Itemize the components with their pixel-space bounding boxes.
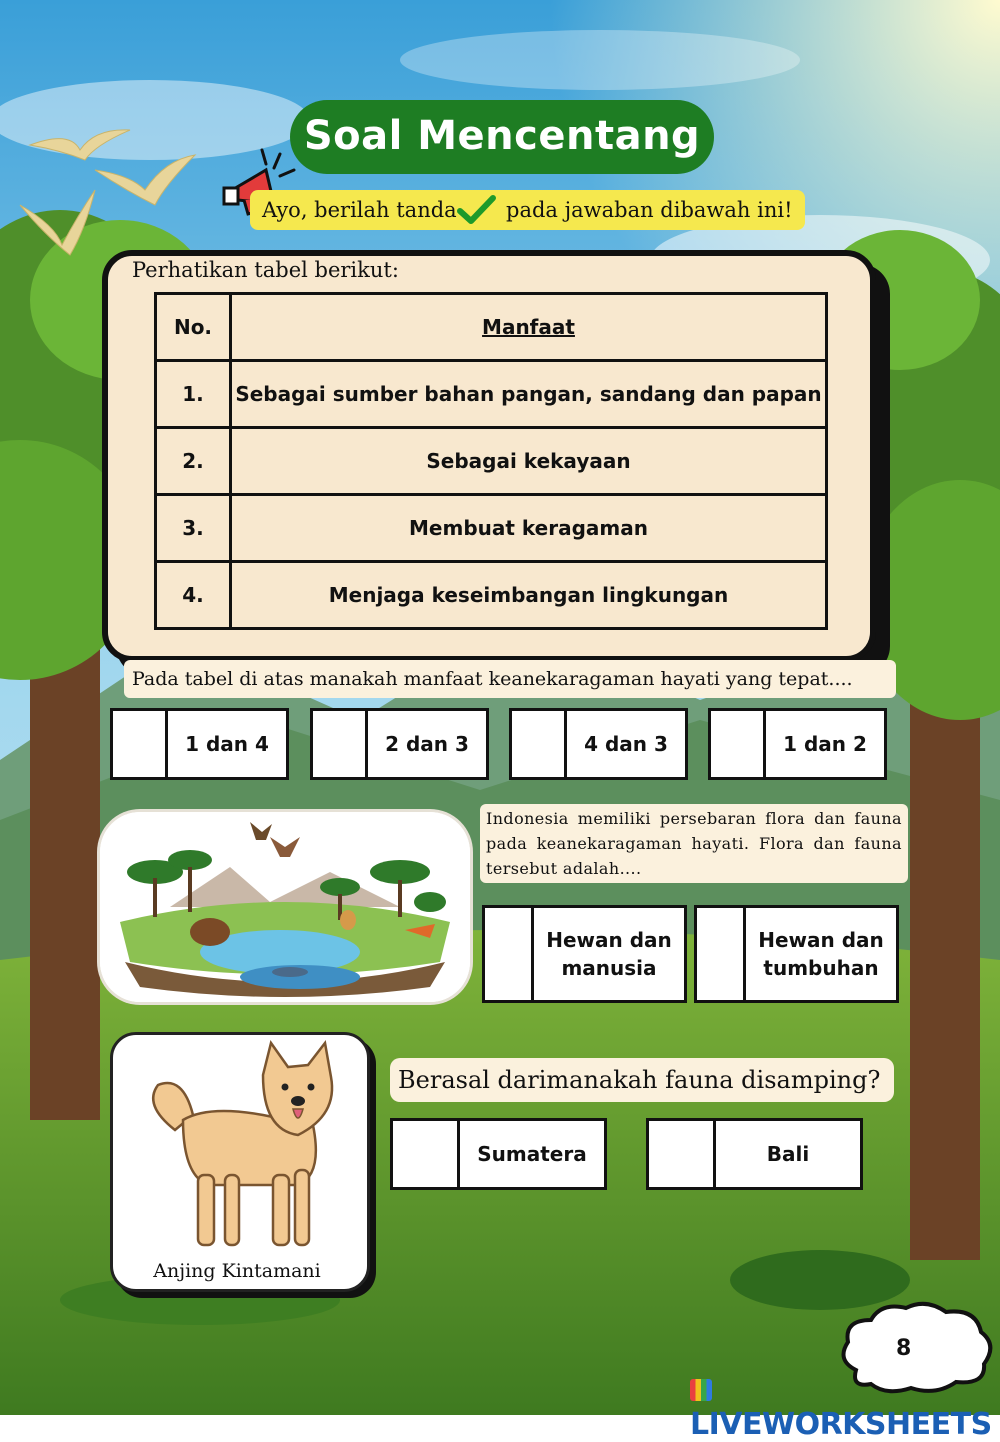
dog-caption: Anjing Kintamani: [153, 1260, 321, 1282]
q1-option-a-label: 1 dan 4: [185, 732, 269, 756]
q3-option-b-label: Bali: [766, 1142, 810, 1166]
q2-option-b: [694, 905, 899, 1003]
q1-option-a: [110, 708, 289, 780]
q3-option-a-label: Sumatera: [477, 1142, 587, 1166]
row-number: 3.: [156, 495, 231, 562]
q2-question: Indonesia memiliki persebaran flora dan fauna pada keanekaragaman hayati. Flora dan fauna tersebut adalah....: [480, 804, 908, 883]
row-number: 4.: [156, 562, 231, 629]
row-benefit: Menjaga keseimbangan lingkungan: [231, 562, 827, 629]
liveworksheets-logo-icon: [690, 1379, 712, 1401]
q2-option-b-checkbox[interactable]: [697, 908, 746, 1000]
q3-option-a-checkbox[interactable]: [393, 1121, 460, 1187]
benefits-table: [154, 292, 828, 630]
table-row: [156, 428, 827, 495]
q3-option-b: [646, 1118, 863, 1190]
q1-option-b-checkbox[interactable]: [313, 711, 368, 777]
q2-option-a-label: Hewan dan manusia: [546, 928, 672, 980]
q1-option-b-label: 2 dan 3: [385, 732, 469, 756]
liveworksheets-watermark: [690, 1372, 1000, 1442]
q2-option-b-label: Hewan dan tumbuhan: [758, 928, 884, 980]
row-number: 1.: [156, 361, 231, 428]
q1-option-c-checkbox[interactable]: [512, 711, 567, 777]
q1-question: Pada tabel di atas manakah manfaat keanekaragaman hayati yang tepat....: [124, 660, 896, 698]
instruction-text-after: pada jawaban dibawah ini!: [506, 198, 793, 222]
q1-option-c-label: 4 dan 3: [584, 732, 668, 756]
q1-option-b: [310, 708, 489, 780]
ecosystem-illustration: [100, 812, 470, 1002]
q1-option-c: [509, 708, 688, 780]
page-title: Soal Mencentang: [290, 100, 714, 174]
dog-image-card: [110, 1032, 370, 1292]
q1-option-d-checkbox[interactable]: [711, 711, 766, 777]
kintamani-dog-illustration: [113, 1035, 367, 1259]
header-no: No.: [156, 294, 231, 361]
row-benefit: Sebagai kekayaan: [231, 428, 827, 495]
row-number: 2.: [156, 428, 231, 495]
q1-option-d: [708, 708, 887, 780]
row-benefit: Membuat keragaman: [231, 495, 827, 562]
q1-intro: Perhatikan tabel berikut:: [132, 258, 399, 282]
page-number: 8: [896, 1336, 912, 1361]
table-row: [156, 495, 827, 562]
instruction-banner: [250, 190, 805, 230]
q3-option-a: [390, 1118, 607, 1190]
header-manfaat: Manfaat: [231, 294, 827, 361]
q1-option-d-label: 1 dan 2: [783, 732, 867, 756]
watermark-text: LIVEWORKSHEETS: [690, 1407, 992, 1442]
checkmark-icon: [456, 194, 496, 226]
table-row: [156, 562, 827, 629]
q3-question: Berasal darimanakah fauna disamping?: [390, 1058, 894, 1102]
instruction-text-before: Ayo, berilah tanda: [262, 198, 457, 222]
table-header-row: [156, 294, 827, 361]
q3-option-b-checkbox[interactable]: [649, 1121, 716, 1187]
row-benefit: Sebagai sumber bahan pangan, sandang dan papan: [231, 361, 827, 428]
q1-option-a-checkbox[interactable]: [113, 711, 168, 777]
q2-option-a-checkbox[interactable]: [485, 908, 534, 1000]
q2-option-a: [482, 905, 687, 1003]
table-row: [156, 361, 827, 428]
